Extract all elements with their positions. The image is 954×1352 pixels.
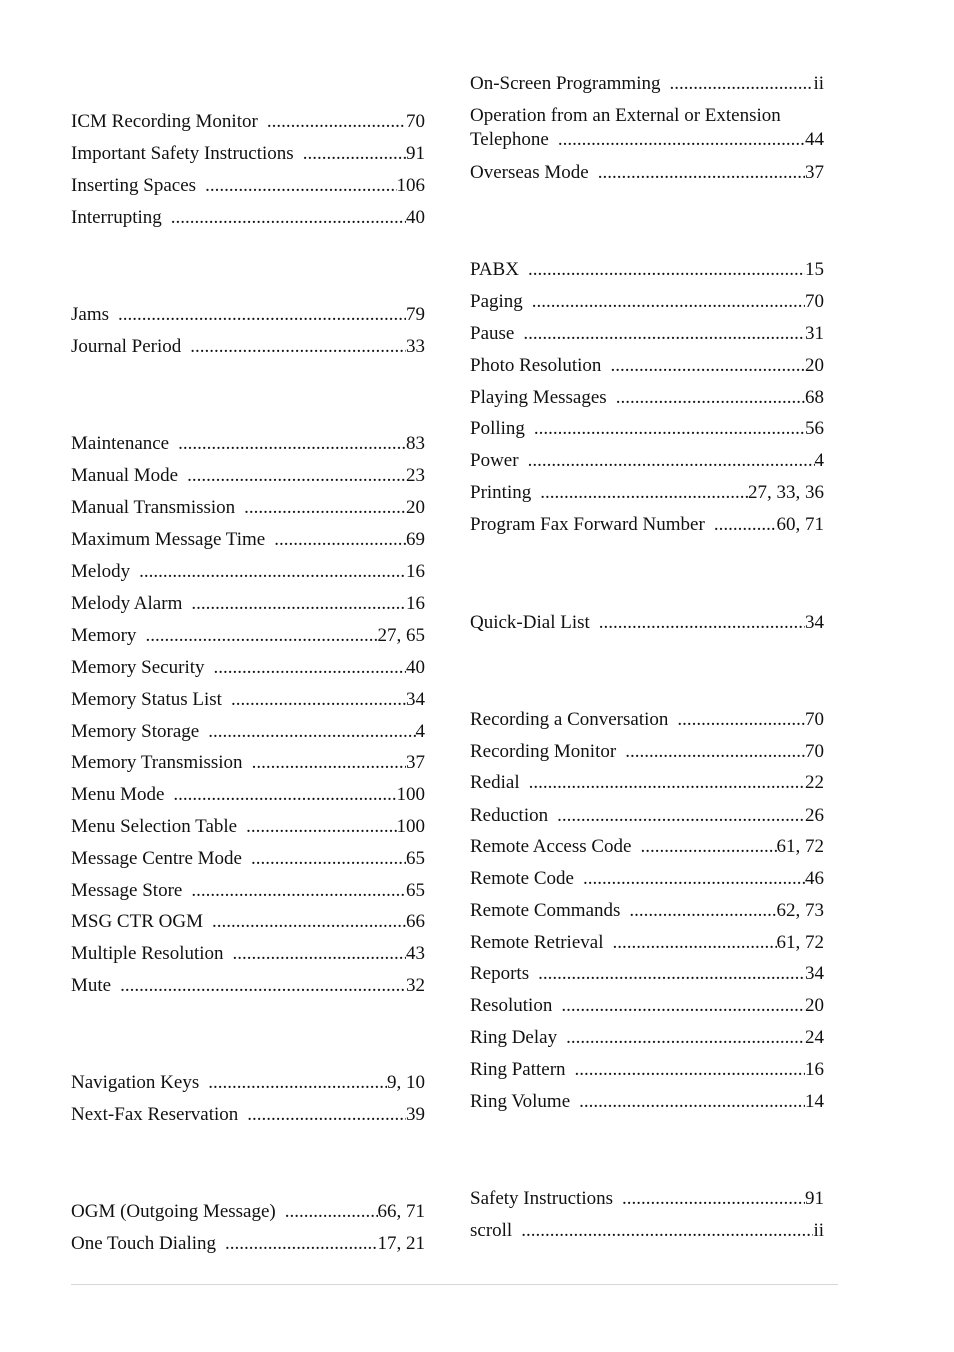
index-entry-label: On-Screen Programming <box>470 73 661 94</box>
index-entry-page: 37 <box>805 162 824 183</box>
index-entry <box>71 879 425 903</box>
index-entry-label-line1: Operation from an External or Extension <box>470 105 781 126</box>
index-entry <box>470 708 824 732</box>
index-entry-label: Reduction <box>470 805 549 826</box>
index-entry-page: 26 <box>805 805 824 826</box>
index-entry-page: 15 <box>805 259 824 280</box>
index-entry <box>470 258 824 282</box>
footer-divider <box>71 1284 838 1285</box>
dot-leader <box>145 624 377 648</box>
dot-leader <box>244 496 406 520</box>
dot-leader <box>528 258 805 282</box>
dot-leader <box>575 1058 805 1082</box>
dot-leader <box>598 161 805 185</box>
index-entry-label: Ring Delay <box>470 1027 558 1048</box>
index-entry-label: Ring Pattern <box>470 1059 566 1080</box>
index-entry <box>71 910 425 934</box>
dot-leader <box>214 656 406 680</box>
index-entry-label: Pause <box>470 323 515 344</box>
index-entry <box>470 771 824 795</box>
index-entry-page: 66, 71 <box>377 1201 425 1222</box>
index-entry-label: Manual Mode <box>71 465 179 486</box>
index-entry-label: Jams <box>71 304 109 325</box>
dot-leader <box>191 879 406 903</box>
dot-leader <box>714 513 777 537</box>
dot-leader <box>178 432 406 456</box>
index-entry-label: Multiple Resolution <box>71 943 224 964</box>
index-entry <box>71 528 425 552</box>
index-entry-page: 27, 65 <box>377 625 425 646</box>
index-entry-page: 56 <box>805 418 824 439</box>
index-entry-label: Ring Volume <box>470 1091 571 1112</box>
index-entry-label: Recording a Conversation <box>470 709 669 730</box>
index-entry-page: 69 <box>406 529 425 550</box>
dot-leader <box>528 449 815 473</box>
index-entry <box>470 513 824 537</box>
index-entry <box>71 496 425 520</box>
index-entry <box>470 994 824 1018</box>
index-entry-page: 20 <box>805 355 824 376</box>
index-entry <box>470 931 824 955</box>
dot-leader <box>205 174 396 198</box>
index-entry-page: 17, 21 <box>377 1233 425 1254</box>
dot-leader <box>629 899 776 923</box>
dot-leader <box>610 354 805 378</box>
index-entry-page: 31 <box>805 323 824 344</box>
dot-leader <box>233 942 406 966</box>
index-entry-page: 70 <box>805 709 824 730</box>
index-entry-label: Message Centre Mode <box>71 848 242 869</box>
dot-leader <box>173 783 396 807</box>
index-entry-label: Remote Access Code <box>470 836 632 857</box>
index-entry-page: 68 <box>805 387 824 408</box>
dot-leader <box>267 110 406 134</box>
index-entry <box>71 560 425 584</box>
index-entry-label: One Touch Dialing <box>71 1233 217 1254</box>
index-entry-label: Playing Messages <box>470 387 607 408</box>
index-entry-label: scroll <box>470 1220 513 1241</box>
index-entry <box>71 206 425 230</box>
dot-leader <box>599 611 805 635</box>
index-entry-label: Reports <box>470 963 530 984</box>
index-entry-label: Redial <box>470 772 520 793</box>
index-entry-label: Menu Selection Table <box>71 816 238 837</box>
dot-leader <box>540 481 748 505</box>
dot-leader <box>285 1200 378 1224</box>
index-entry-page: 70 <box>805 291 824 312</box>
index-entry-label: Power <box>470 450 519 471</box>
index-entry-label: Maintenance <box>71 433 170 454</box>
index-entry <box>71 783 425 807</box>
dot-leader <box>225 1232 377 1256</box>
index-entry-page: 9, 10 <box>387 1072 425 1093</box>
index-entry-label: Photo Resolution <box>470 355 602 376</box>
index-entry-page: 65 <box>406 848 425 869</box>
index-entry-page: 24 <box>805 1027 824 1048</box>
index-entry <box>470 322 824 346</box>
dot-leader <box>251 847 406 871</box>
index-entry <box>470 835 824 859</box>
index-entry <box>71 110 425 134</box>
index-entry-label: MSG CTR OGM <box>71 911 203 932</box>
index-entry-label: Recording Monitor <box>470 741 617 762</box>
index-entry-label: Printing <box>470 482 532 503</box>
dot-leader <box>538 962 805 986</box>
index-entry-page: 65 <box>406 880 425 901</box>
index-entry <box>470 104 824 152</box>
index-entry-label: Menu Mode <box>71 784 165 805</box>
index-entry-page: 100 <box>396 816 425 837</box>
index-entry-page: ii <box>813 1220 824 1241</box>
index-entry-page: 23 <box>406 465 425 486</box>
index-entry <box>71 942 425 966</box>
index-entry-label: PABX <box>470 259 519 280</box>
index-entry-label: Memory Storage <box>71 721 200 742</box>
dot-leader <box>625 740 805 764</box>
dot-leader <box>622 1187 805 1211</box>
index-entry-page: 14 <box>805 1091 824 1112</box>
dot-leader <box>208 720 415 744</box>
index-entry-page: 39 <box>406 1104 425 1125</box>
index-entry-label: Memory Status List <box>71 689 222 710</box>
index-entry-label: Memory <box>71 625 137 646</box>
index-entry-label: Remote Code <box>470 868 574 889</box>
dot-leader <box>612 931 776 955</box>
index-entry-page: 62, 73 <box>776 900 824 921</box>
dot-leader <box>139 560 406 584</box>
index-entry-page: 34 <box>805 963 824 984</box>
index-entry <box>470 611 824 635</box>
index-entry <box>71 1103 425 1127</box>
index-entry-label: Maximum Message Time <box>71 529 266 550</box>
index-entry-page: 20 <box>406 497 425 518</box>
dot-leader <box>212 910 406 934</box>
dot-leader <box>231 688 406 712</box>
dot-leader <box>191 592 406 616</box>
index-entry-page: 60, 71 <box>776 514 824 535</box>
dot-leader <box>246 815 396 839</box>
dot-leader <box>616 386 805 410</box>
dot-leader <box>120 974 406 998</box>
index-entry-label: Telephone <box>470 129 549 150</box>
index-entry-label: Memory Transmission <box>71 752 243 773</box>
index-entry-page: 46 <box>805 868 824 889</box>
index-entry-label: Journal Period <box>71 336 182 357</box>
index-entry <box>71 656 425 680</box>
index-entry <box>470 417 824 441</box>
dot-leader <box>190 335 406 359</box>
index-entry <box>71 624 425 648</box>
index-entry-label: Safety Instructions <box>470 1188 614 1209</box>
index-entry-label: Program Fax Forward Number <box>470 514 705 535</box>
dot-leader <box>208 1071 387 1095</box>
index-entry-page: 106 <box>396 175 425 196</box>
index-entry <box>470 1090 824 1114</box>
index-entry <box>71 464 425 488</box>
index-entry-label: Important Safety Instructions <box>71 143 294 164</box>
index-entry <box>71 1071 425 1095</box>
index-entry-label: Polling <box>470 418 525 439</box>
index-entry-label: ICM Recording Monitor <box>71 111 258 132</box>
dot-leader <box>521 1219 813 1243</box>
index-entry-label: Mute <box>71 975 112 996</box>
index-entry <box>470 867 824 891</box>
index-entry-page: 33 <box>406 336 425 357</box>
index-entry <box>470 899 824 923</box>
index-entry-page: 16 <box>406 593 425 614</box>
dot-leader <box>677 708 805 732</box>
index-entry-page: 40 <box>406 207 425 228</box>
index-entry-page: 61, 72 <box>776 836 824 857</box>
index-entry <box>470 481 824 505</box>
index-entry <box>470 72 824 96</box>
index-entry <box>71 751 425 775</box>
dot-leader <box>118 303 406 327</box>
index-entry <box>470 962 824 986</box>
index-entry <box>71 974 425 998</box>
index-entry <box>71 142 425 166</box>
dot-leader <box>529 771 805 795</box>
index-entry <box>71 847 425 871</box>
index-entry <box>470 1187 824 1211</box>
index-entry-page: 20 <box>805 995 824 1016</box>
index-entry-label: Melody Alarm <box>71 593 183 614</box>
index-entry <box>470 1058 824 1082</box>
index-entry-page: 34 <box>805 612 824 633</box>
index-entry-page: 100 <box>396 784 425 805</box>
index-entry <box>470 354 824 378</box>
dot-leader <box>247 1103 406 1127</box>
index-entry-label: Message Store <box>71 880 183 901</box>
dot-leader <box>557 804 805 828</box>
dot-leader <box>252 751 406 775</box>
index-entry <box>71 174 425 198</box>
index-entry-page: 83 <box>406 433 425 454</box>
dot-leader <box>558 128 805 152</box>
index-entry-label: Navigation Keys <box>71 1072 200 1093</box>
index-entry-label: Overseas Mode <box>470 162 589 183</box>
index-entry-page: 40 <box>406 657 425 678</box>
index-entry-page: 16 <box>805 1059 824 1080</box>
index-entry-page: 27, 33, 36 <box>748 482 824 503</box>
index-entry-page: 79 <box>406 304 425 325</box>
dot-leader <box>274 528 406 552</box>
index-entry <box>470 386 824 410</box>
index-entry-page: 37 <box>406 752 425 773</box>
index-entry <box>71 432 425 456</box>
dot-leader <box>561 994 805 1018</box>
dot-leader <box>187 464 406 488</box>
index-entry <box>470 804 824 828</box>
index-entry-label: Resolution <box>470 995 553 1016</box>
index-entry <box>71 1200 425 1224</box>
index-entry <box>71 303 425 327</box>
index-entry <box>71 688 425 712</box>
index-entry-page: 44 <box>805 129 824 150</box>
index-entry-label: Remote Commands <box>470 900 621 921</box>
dot-leader <box>523 322 805 346</box>
index-entry-page: 16 <box>406 561 425 582</box>
index-entry-label: Inserting Spaces <box>71 175 197 196</box>
index-entry-label: Quick-Dial List <box>470 612 590 633</box>
dot-leader <box>669 72 813 96</box>
index-entry-page: 91 <box>805 1188 824 1209</box>
index-entry-page: 34 <box>406 689 425 710</box>
index-entry-label: Memory Security <box>71 657 205 678</box>
index-entry-page: 43 <box>406 943 425 964</box>
index-entry-page: 4 <box>814 450 824 471</box>
index-entry-page: 22 <box>805 772 824 793</box>
index-entry-page: 32 <box>406 975 425 996</box>
dot-leader <box>171 206 406 230</box>
index-entry-label: Manual Transmission <box>71 497 236 518</box>
index-entry <box>71 592 425 616</box>
dot-leader <box>640 835 776 859</box>
index-entry-page: 91 <box>406 143 425 164</box>
index-entry <box>71 335 425 359</box>
index-entry-label: OGM (Outgoing Message) <box>71 1201 276 1222</box>
dot-leader <box>566 1026 805 1050</box>
index-entry <box>470 290 824 314</box>
index-entry <box>71 1232 425 1256</box>
dot-leader <box>579 1090 805 1114</box>
dot-leader <box>534 417 805 441</box>
index-entry <box>71 815 425 839</box>
dot-leader <box>532 290 805 314</box>
index-entry-page: 61, 72 <box>776 932 824 953</box>
dot-leader <box>583 867 805 891</box>
index-entry-label: Next-Fax Reservation <box>71 1104 239 1125</box>
index-entry-label: Paging <box>470 291 523 312</box>
index-entry-label: Interrupting <box>71 207 162 228</box>
index-entry-page: 66 <box>406 911 425 932</box>
index-entry-label: Melody <box>71 561 131 582</box>
index-entry-page: ii <box>813 73 824 94</box>
index-entry <box>470 740 824 764</box>
index-entry-page: 4 <box>415 721 425 742</box>
index-entry-page: 70 <box>805 741 824 762</box>
dot-leader <box>303 142 406 166</box>
index-entry <box>470 449 824 473</box>
index-entry <box>470 161 824 185</box>
index-entry-page: 70 <box>406 111 425 132</box>
index-entry <box>71 720 425 744</box>
index-entry-label: Remote Retrieval <box>470 932 604 953</box>
index-entry <box>470 1026 824 1050</box>
index-entry <box>470 1219 824 1243</box>
